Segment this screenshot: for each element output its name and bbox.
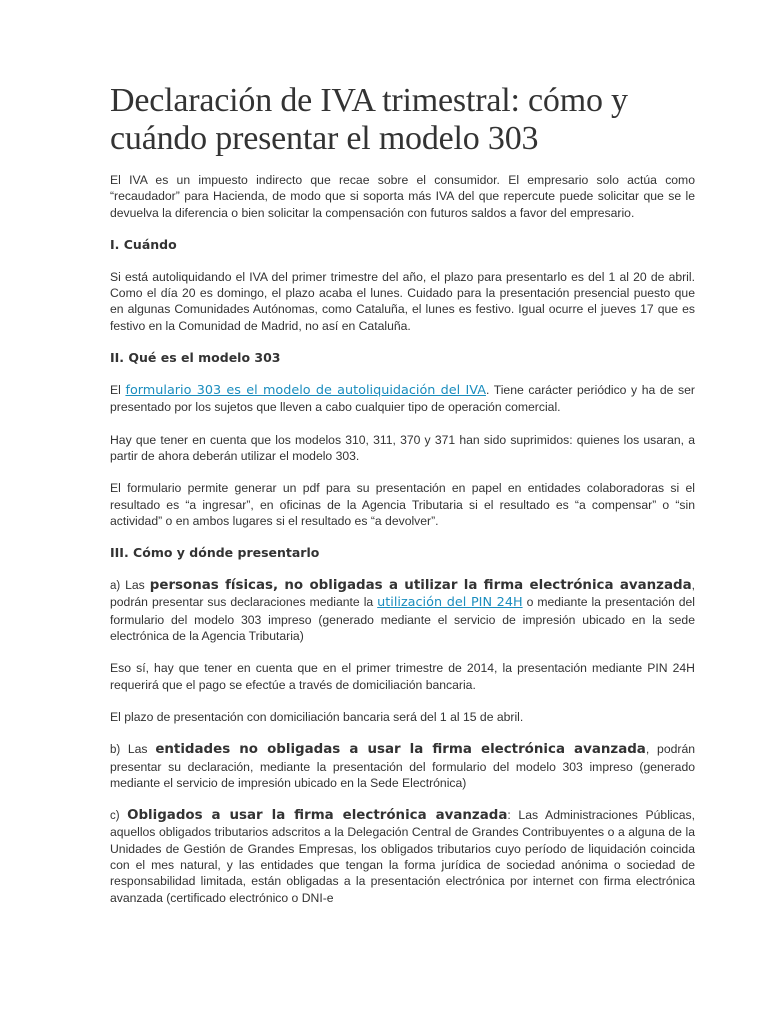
item-letter-a: a): [110, 580, 126, 593]
cuando-paragraph: Si está autoliquidando el IVA del primer trimestre del año, el plazo para presentarlo es del 1 al 20 de abril. Como el día 20 es domingo, el plazo acaba el lunes. Cuidado para la presentación presencial puesto que en algunas Comunidades Autónomas, como Cataluña, el lunes es festivo. Igual ocurre el jueves 17 que es festivo en la Comunidad de Madrid, no así en Cataluña.: [110, 269, 695, 333]
intro-paragraph: El IVA es un impuesto indirecto que recae sobre el consumidor. El empresario solo actúa como “recaudador” para Hacienda, de modo que si soporta más IVA del que repercute puede solicitar que se le devuelva la diferencia o bien solicitar la compensación con futuros saldos a favor del empresario.: [110, 173, 695, 220]
item-letter-b: b): [110, 744, 128, 757]
pin-paragraph: Eso sí, hay que tener en cuenta que en el primer trimestre de 2014, la presentación mediante PIN 24H requerirá que el pago se efectúe a través de domiciliación bancaria.: [110, 661, 695, 692]
text-span: o mediante la presentación del formulario del modelo 303 impreso (generado mediante el servicio de impresión ubicado en la sede electrónica de la Agencia Tributaria): [110, 595, 695, 644]
que-es-paragraph-3: El formulario permite generar un pdf para su presentación en papel en entidades colaboradoras si el resultado es “a ingresar”, en oficinas de la Agencia Tributaria si el resultado es “a compensar” o “sin actividad” o en ambos lugares si el resultado es “a devolver”.: [110, 481, 695, 528]
section-heading-que-es: II. Qué es el modelo 303: [110, 350, 281, 366]
plazo-paragraph: El plazo de presentación con domiciliación bancaria será del 1 al 15 de abril.: [110, 709, 524, 724]
que-es-paragraph-1: [110, 382, 695, 416]
text-span: , podrán presentar sus declaraciones mediante la: [110, 578, 696, 610]
bold-text: entidades no obligadas a usar la firma electrónica avanzada: [155, 742, 646, 758]
item-c-paragraph: [110, 807, 695, 906]
section-heading-como-donde: III. Cómo y dónde presentarlo: [110, 545, 320, 561]
section-heading-cuando: I. Cuándo: [110, 236, 177, 252]
text-span: Las: [127, 742, 156, 757]
text-span: , podrán presentar su declaración, mediante la presentación del formulario del modelo 303 impreso (generado mediante el servicio de impresión ubicado en la Sede Electrónica): [110, 742, 696, 790]
item-letter-c: c): [110, 810, 128, 823]
text-span: . Tiene carácter periódico y ha de ser presentado por los sujetos que lleven a cabo cualquier tipo de operación comercial.: [110, 383, 695, 415]
que-es-paragraph-2: Hay que tener en cuenta que los modelos 310, 311, 370 y 371 han sido suprimidos: quienes los usaran, a partir de ahora deberán utilizar el modelo 303.: [110, 432, 695, 463]
page-title: Declaración de IVA trimestral: cómo y cuándo presentar el modelo 303: [110, 82, 628, 157]
text-span: El: [110, 383, 126, 398]
formulario-303-link[interactable]: formulario 303 es el modelo de autoliquidación del IVA: [125, 383, 486, 399]
text-span: : Las Administraciones Públicas, aquellos obligados tributarios adscritos a la Delegación Central de Grandes Contribuyentes o a alguna de la Unidades de Gestión de Grandes Empresas, los obligados tributarios cuyo período de liquidación coincida con el mes natural, y las entidades que tengan la forma jurídica de sociedad anónima o sociedad de responsabilidad limitada, están obligadas a la presentación electrónica por internet con firma electrónica avanzada (certificado electrónico o DNI-e: [110, 808, 695, 905]
pin-24h-link[interactable]: utilización del PIN 24H: [377, 595, 523, 611]
item-a-paragraph: [110, 577, 695, 644]
bold-text: personas físicas, no obligadas a utilizar la firma electrónica avanzada: [149, 578, 692, 594]
item-b-paragraph: [110, 741, 695, 791]
text-span: Las: [125, 578, 150, 593]
bold-text: Obligados a usar la firma electrónica avanzada: [127, 808, 508, 824]
